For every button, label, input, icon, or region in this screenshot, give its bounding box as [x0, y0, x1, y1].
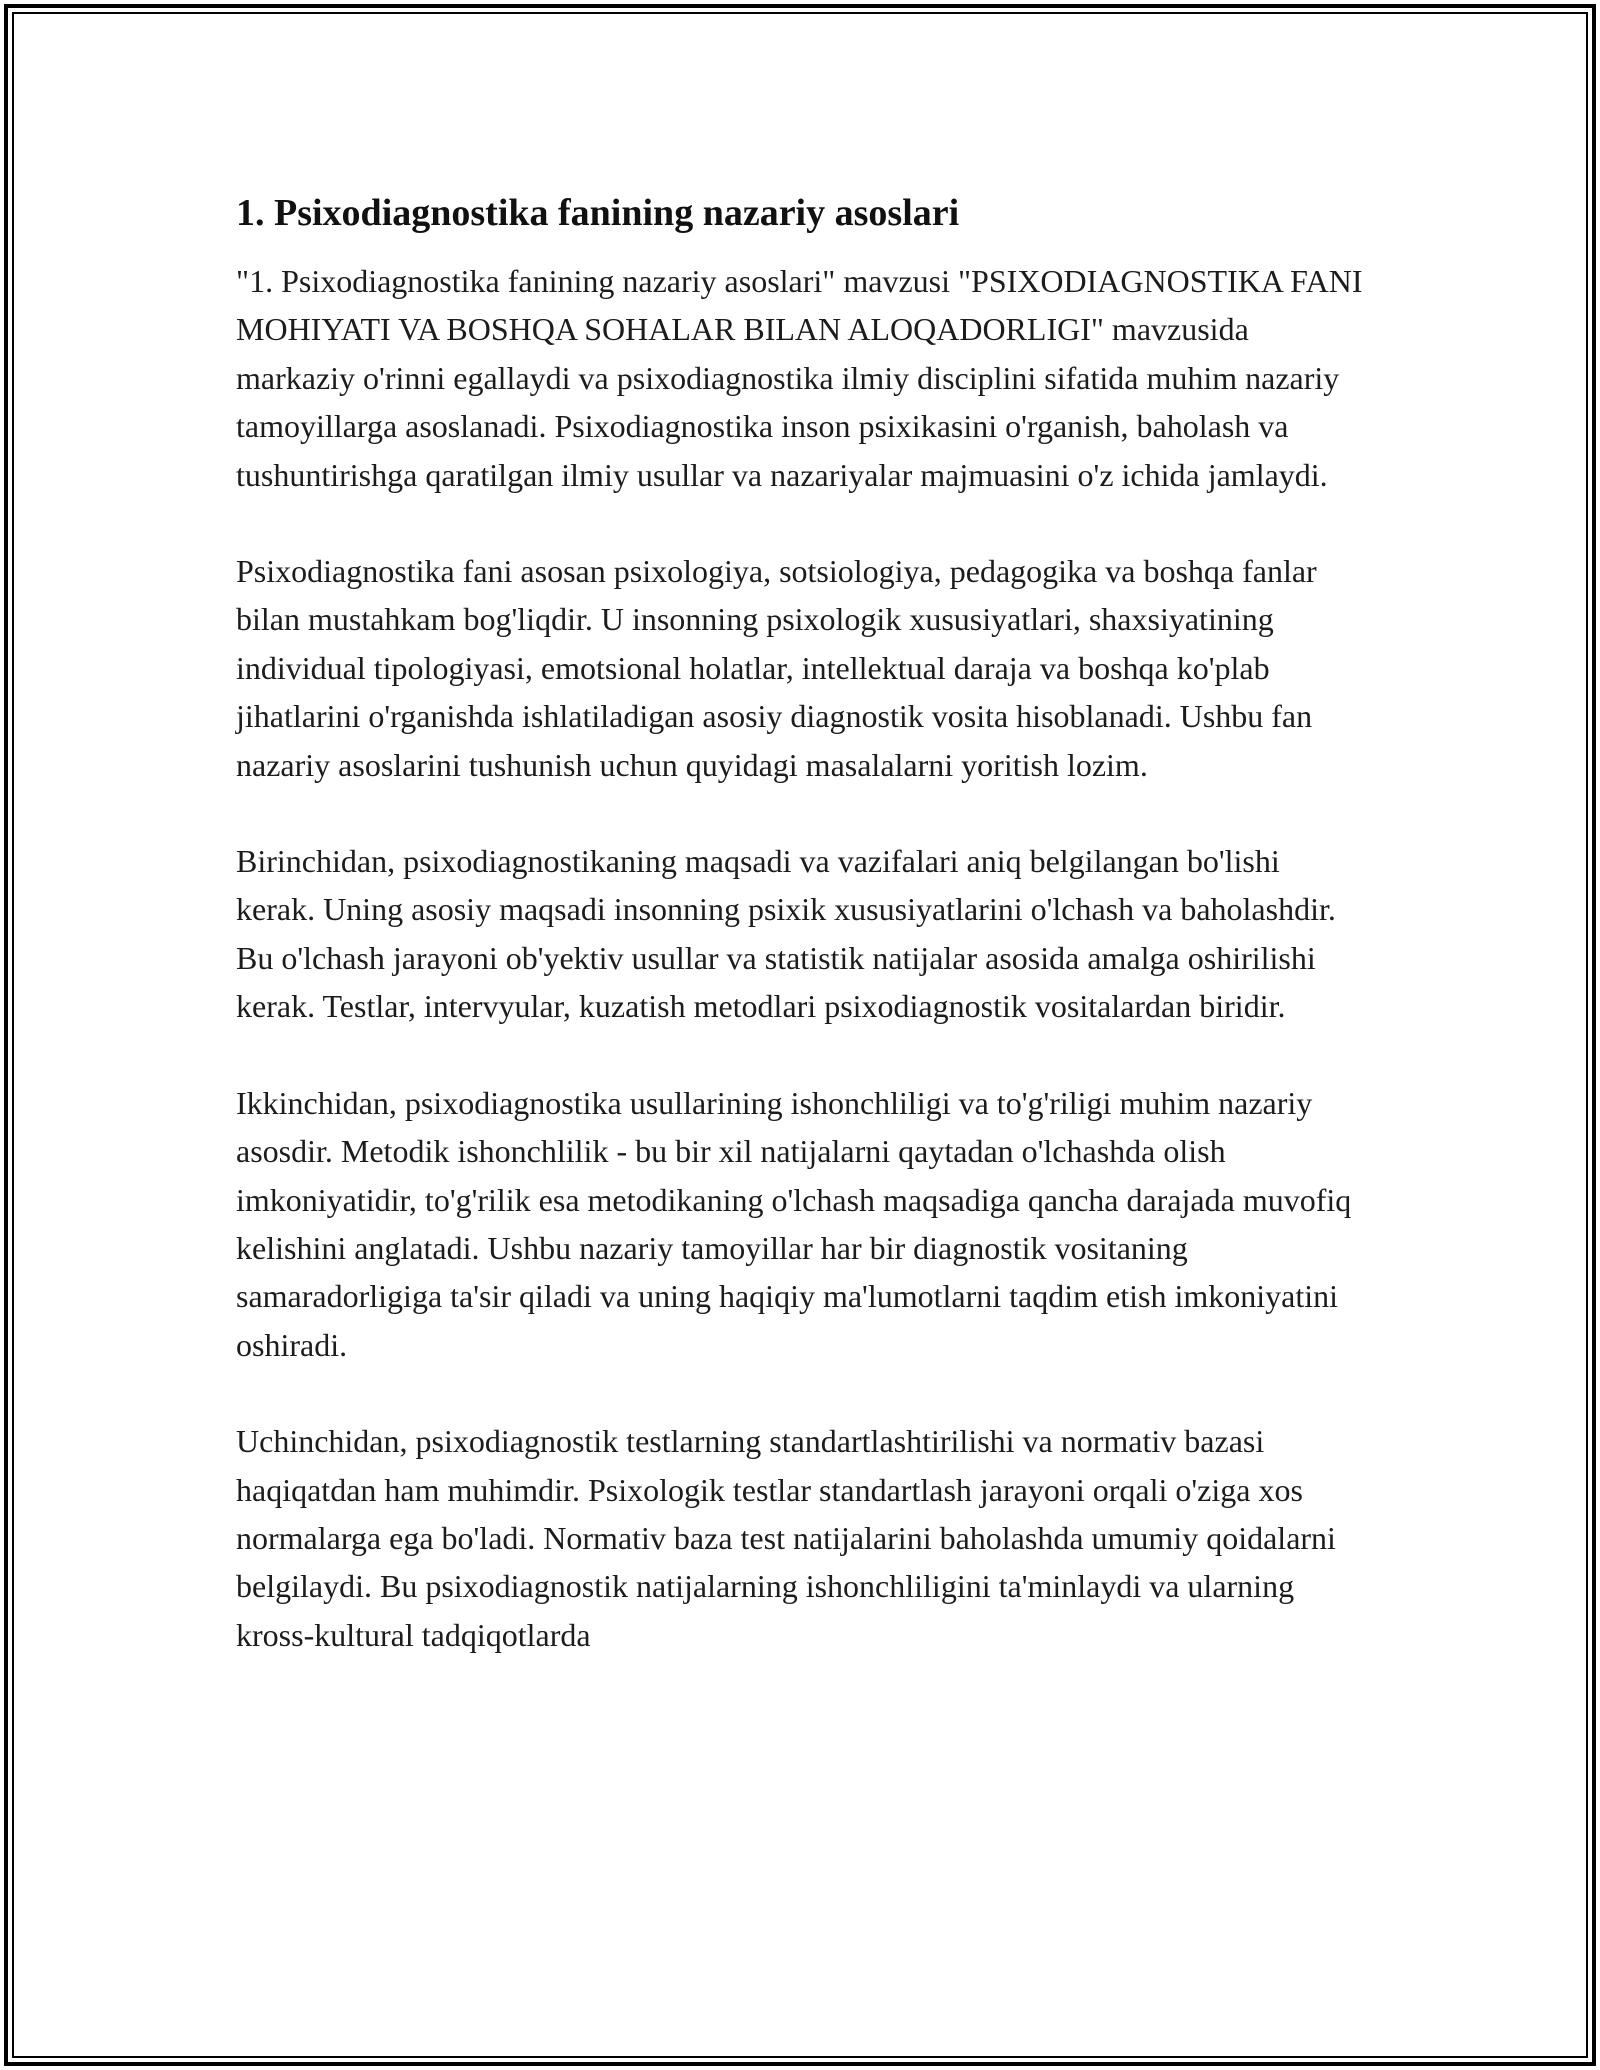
paragraph-second-point: Ikkinchidan, psixodiagnostika usullarining ishonchliligi va to'g'riligi muhim nazariy asosdir. Metodik ishonchlilik - bu bir xil natijalarni qaytadan o'lchashda olish imkoniyatidir, to'g'rilik esa metodikaning o'lchash maqsadiga qancha darajada muvofiq kelishini anglatadi. Ushbu nazariy tamoyillar har bir diagnostik vositaning samaradorligiga ta'sir qiladi va uning haqiqiy ma'lumotlarni taqdim etish imkoniyatini oshiradi.: [236, 1084, 1352, 1363]
paragraph-third-point: Uchinchidan, psixodiagnostik testlarning standartlashtirilishi va normativ bazasi haqiqatdan ham muhimdir. Psixologik testlar standartlash jarayoni orqali o'ziga xos normalarga ega bo'ladi. Normativ baza test natijalarini baholashda umumiy qoidalarni belgilaydi. Bu psixodiagnostik natijalarning ishonchliligini ta'minlaydi va ularning kross-kultural tadqiqotlarda: [236, 1423, 1336, 1653]
paragraph-intro: "1. Psixodiagnostika fanining nazariy asoslari" mavzusi "PSIXODIAGNOSTIKA FANI MOHIYATI VA BOSHQA SOHALAR BILAN ALOQADORLIGI" mavzusida markaziy o'rinni egallaydi va psixodiagnostika ilmiy disciplini sifatida muhim nazariy tamoyillarga asoslanadi. Psixodiagnostika inson psixikasini o'rganish, baholash va tushuntirishga qaratilgan ilmiy usullar va nazariyalar majmuasini o'z ichida jamlaydi.: [236, 263, 1363, 493]
document-body: [236, 187, 1366, 1659]
paragraph-related-fields: Psixodiagnostika fani asosan psixologiya, sotsiologiya, pedagogika va boshqa fanlar bilan mustahkam bog'liqdir. U insonning psixologik xususiyatlari, shaxsiyatining individual tipologiyasi, emotsional holatlar, intellektual daraja va boshqa ko'plab jihatlarini o'rganishda ishlatiladigan asosiy diagnostik vosita hisoblanadi. Ushbu fan nazariy asoslarini tushunish uchun quyidagi masalalarni yoritish lozim.: [236, 553, 1317, 783]
section-heading: 1. Psixodiagnostika fanining nazariy asoslari: [236, 192, 960, 234]
paragraph-first-point: Birinchidan, psixodiagnostikaning maqsadi va vazifalari aniq belgilangan bo'lishi kerak. Uning asosiy maqsadi insonning psixik xususiyatlarini o'lchash va baholashdir. Bu o'lchash jarayoni ob'yektiv usullar va statistik natijalar asosida amalga oshirilishi kerak. Testlar, intervyular, kuzatish metodlari psixodiagnostik vositalardan biridir.: [236, 843, 1336, 1025]
